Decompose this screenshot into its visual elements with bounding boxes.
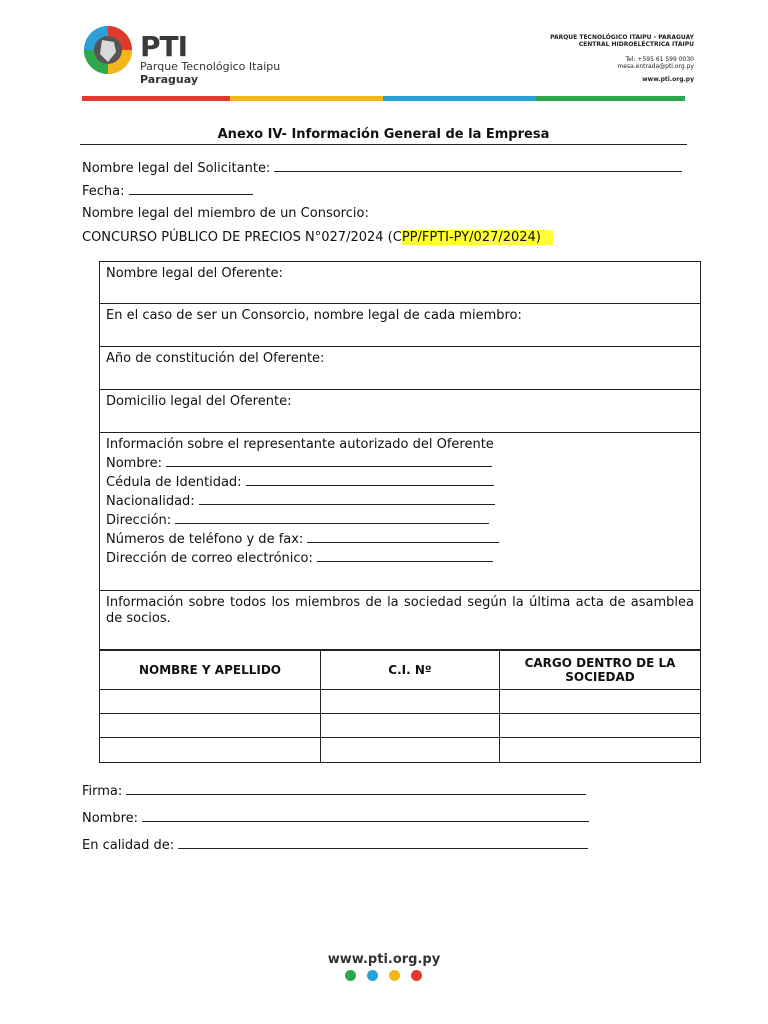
firma-label: Firma: xyxy=(82,784,123,799)
concurso-code-highlight: PP/FPTI-PY/027/2024) xyxy=(401,230,541,245)
rep-cedula-blank[interactable] xyxy=(246,474,494,486)
footer-website: www.pti.org.py xyxy=(327,952,441,967)
logo-country: Paraguay xyxy=(140,73,198,86)
members-table-row xyxy=(100,650,700,762)
fecha-label: Fecha: xyxy=(82,184,125,199)
logo-subtitle: Parque Tecnológico Itaipu xyxy=(140,60,281,73)
table-cell[interactable] xyxy=(321,714,500,738)
rep-nacionalidad-line xyxy=(106,492,694,511)
members-table xyxy=(100,650,700,762)
rep-cedula-label: Cédula de Identidad: xyxy=(106,475,242,490)
logo-text: PTI xyxy=(140,30,188,63)
nombre-label: Nombre: xyxy=(82,811,139,826)
nombre-line xyxy=(82,810,589,826)
rep-direccion-blank[interactable] xyxy=(175,512,489,524)
company-info-table xyxy=(99,261,701,763)
representante-row xyxy=(100,433,700,591)
footer-dot-blue xyxy=(367,970,378,981)
table-cell[interactable] xyxy=(321,690,500,714)
header-org-name: PARQUE TECNOLÓGICO ITAIPU - PARAGUAY xyxy=(550,34,694,41)
table-cell[interactable] xyxy=(321,738,500,762)
rep-title: Información sobre el representante autorizado del Oferente xyxy=(106,437,494,452)
calidad-blank[interactable] xyxy=(178,837,588,849)
calidad-line xyxy=(82,837,588,853)
fecha-blank[interactable] xyxy=(129,183,253,195)
rep-direccion-line xyxy=(106,511,694,530)
color-strip-green xyxy=(536,96,685,101)
domicilio-row[interactable] xyxy=(100,390,700,433)
anio-row[interactable] xyxy=(100,347,700,390)
nombre-blank[interactable] xyxy=(142,810,589,822)
rep-cedula-line xyxy=(106,473,694,492)
pti-logo-icon xyxy=(82,24,134,76)
table-cell[interactable] xyxy=(500,690,701,714)
rep-telefono-line xyxy=(106,530,694,549)
table-cell[interactable] xyxy=(100,714,321,738)
col-nombre-header: NOMBRE Y APELLIDO xyxy=(100,651,321,690)
solicitante-label: Nombre legal del Solicitante: xyxy=(82,161,271,176)
header-website: www.pti.org.py xyxy=(642,76,694,83)
rep-telefono-label: Números de teléfono y de fax: xyxy=(106,532,304,547)
socios-text: Información sobre todos los miembros de la sociedad según la última acta de asamblea de socios. xyxy=(106,595,694,626)
solicitante-blank[interactable] xyxy=(274,160,682,172)
table-cell[interactable] xyxy=(100,738,321,762)
members-table-header xyxy=(100,651,700,690)
fecha-line xyxy=(82,183,253,199)
rep-correo-blank[interactable] xyxy=(317,550,493,562)
concurso-line xyxy=(82,230,553,245)
table-row xyxy=(100,690,700,714)
solicitante-line xyxy=(82,160,682,176)
oferente-row[interactable] xyxy=(100,262,700,304)
footer-dot-yellow xyxy=(389,970,400,981)
header-phone: Tel: +595 61 599 0030 xyxy=(625,56,694,63)
footer-dot-red xyxy=(411,970,422,981)
color-strip-red xyxy=(82,96,230,101)
rep-nombre-label: Nombre: xyxy=(106,456,163,471)
anio-label: Año de constitución del Oferente: xyxy=(106,351,325,366)
color-strip-yellow xyxy=(230,96,383,101)
rep-nacionalidad-label: Nacionalidad: xyxy=(106,494,195,509)
color-strip-blue xyxy=(383,96,536,101)
rep-nacionalidad-blank[interactable] xyxy=(199,493,495,505)
socios-row xyxy=(100,591,700,650)
rep-correo-label: Dirección de correo electrónico: xyxy=(106,551,313,566)
table-cell[interactable] xyxy=(100,690,321,714)
calidad-label: En calidad de: xyxy=(82,838,175,853)
header-org-sub: CENTRAL HIDROELÉCTRICA ITAIPU xyxy=(578,41,694,48)
firma-blank[interactable] xyxy=(126,783,586,795)
col-cargo-header: CARGO DENTRO DE LA SOCIEDAD xyxy=(500,651,701,690)
rep-telefono-blank[interactable] xyxy=(307,531,499,543)
table-cell[interactable] xyxy=(500,738,701,762)
concurso-text: CONCURSO PÚBLICO DE PRECIOS N°027/2024 (C xyxy=(82,230,402,245)
table-row xyxy=(100,738,700,762)
rep-correo-line xyxy=(106,549,694,568)
domicilio-label: Domicilio legal del Oferente: xyxy=(106,394,292,409)
rep-nombre-blank[interactable] xyxy=(166,455,492,467)
rep-direccion-label: Dirección: xyxy=(106,513,172,528)
header-email: mesa.entrada@pti.org.py xyxy=(617,63,694,70)
consorcio-members-row[interactable] xyxy=(100,304,700,347)
table-row xyxy=(100,714,700,738)
consorcio-members-label: En el caso de ser un Consorcio, nombre legal de cada miembro: xyxy=(106,308,522,323)
table-cell[interactable] xyxy=(500,714,701,738)
oferente-label: Nombre legal del Oferente: xyxy=(106,266,283,281)
footer-dot-green xyxy=(345,970,356,981)
rep-nombre-line xyxy=(106,454,694,473)
firma-line xyxy=(82,783,586,799)
consorcio-label: Nombre legal del miembro de un Consorcio: xyxy=(82,206,369,221)
col-ci-header: C.I. Nº xyxy=(321,651,500,690)
document-title: Anexo IV- Información General de la Empresa xyxy=(80,127,687,145)
